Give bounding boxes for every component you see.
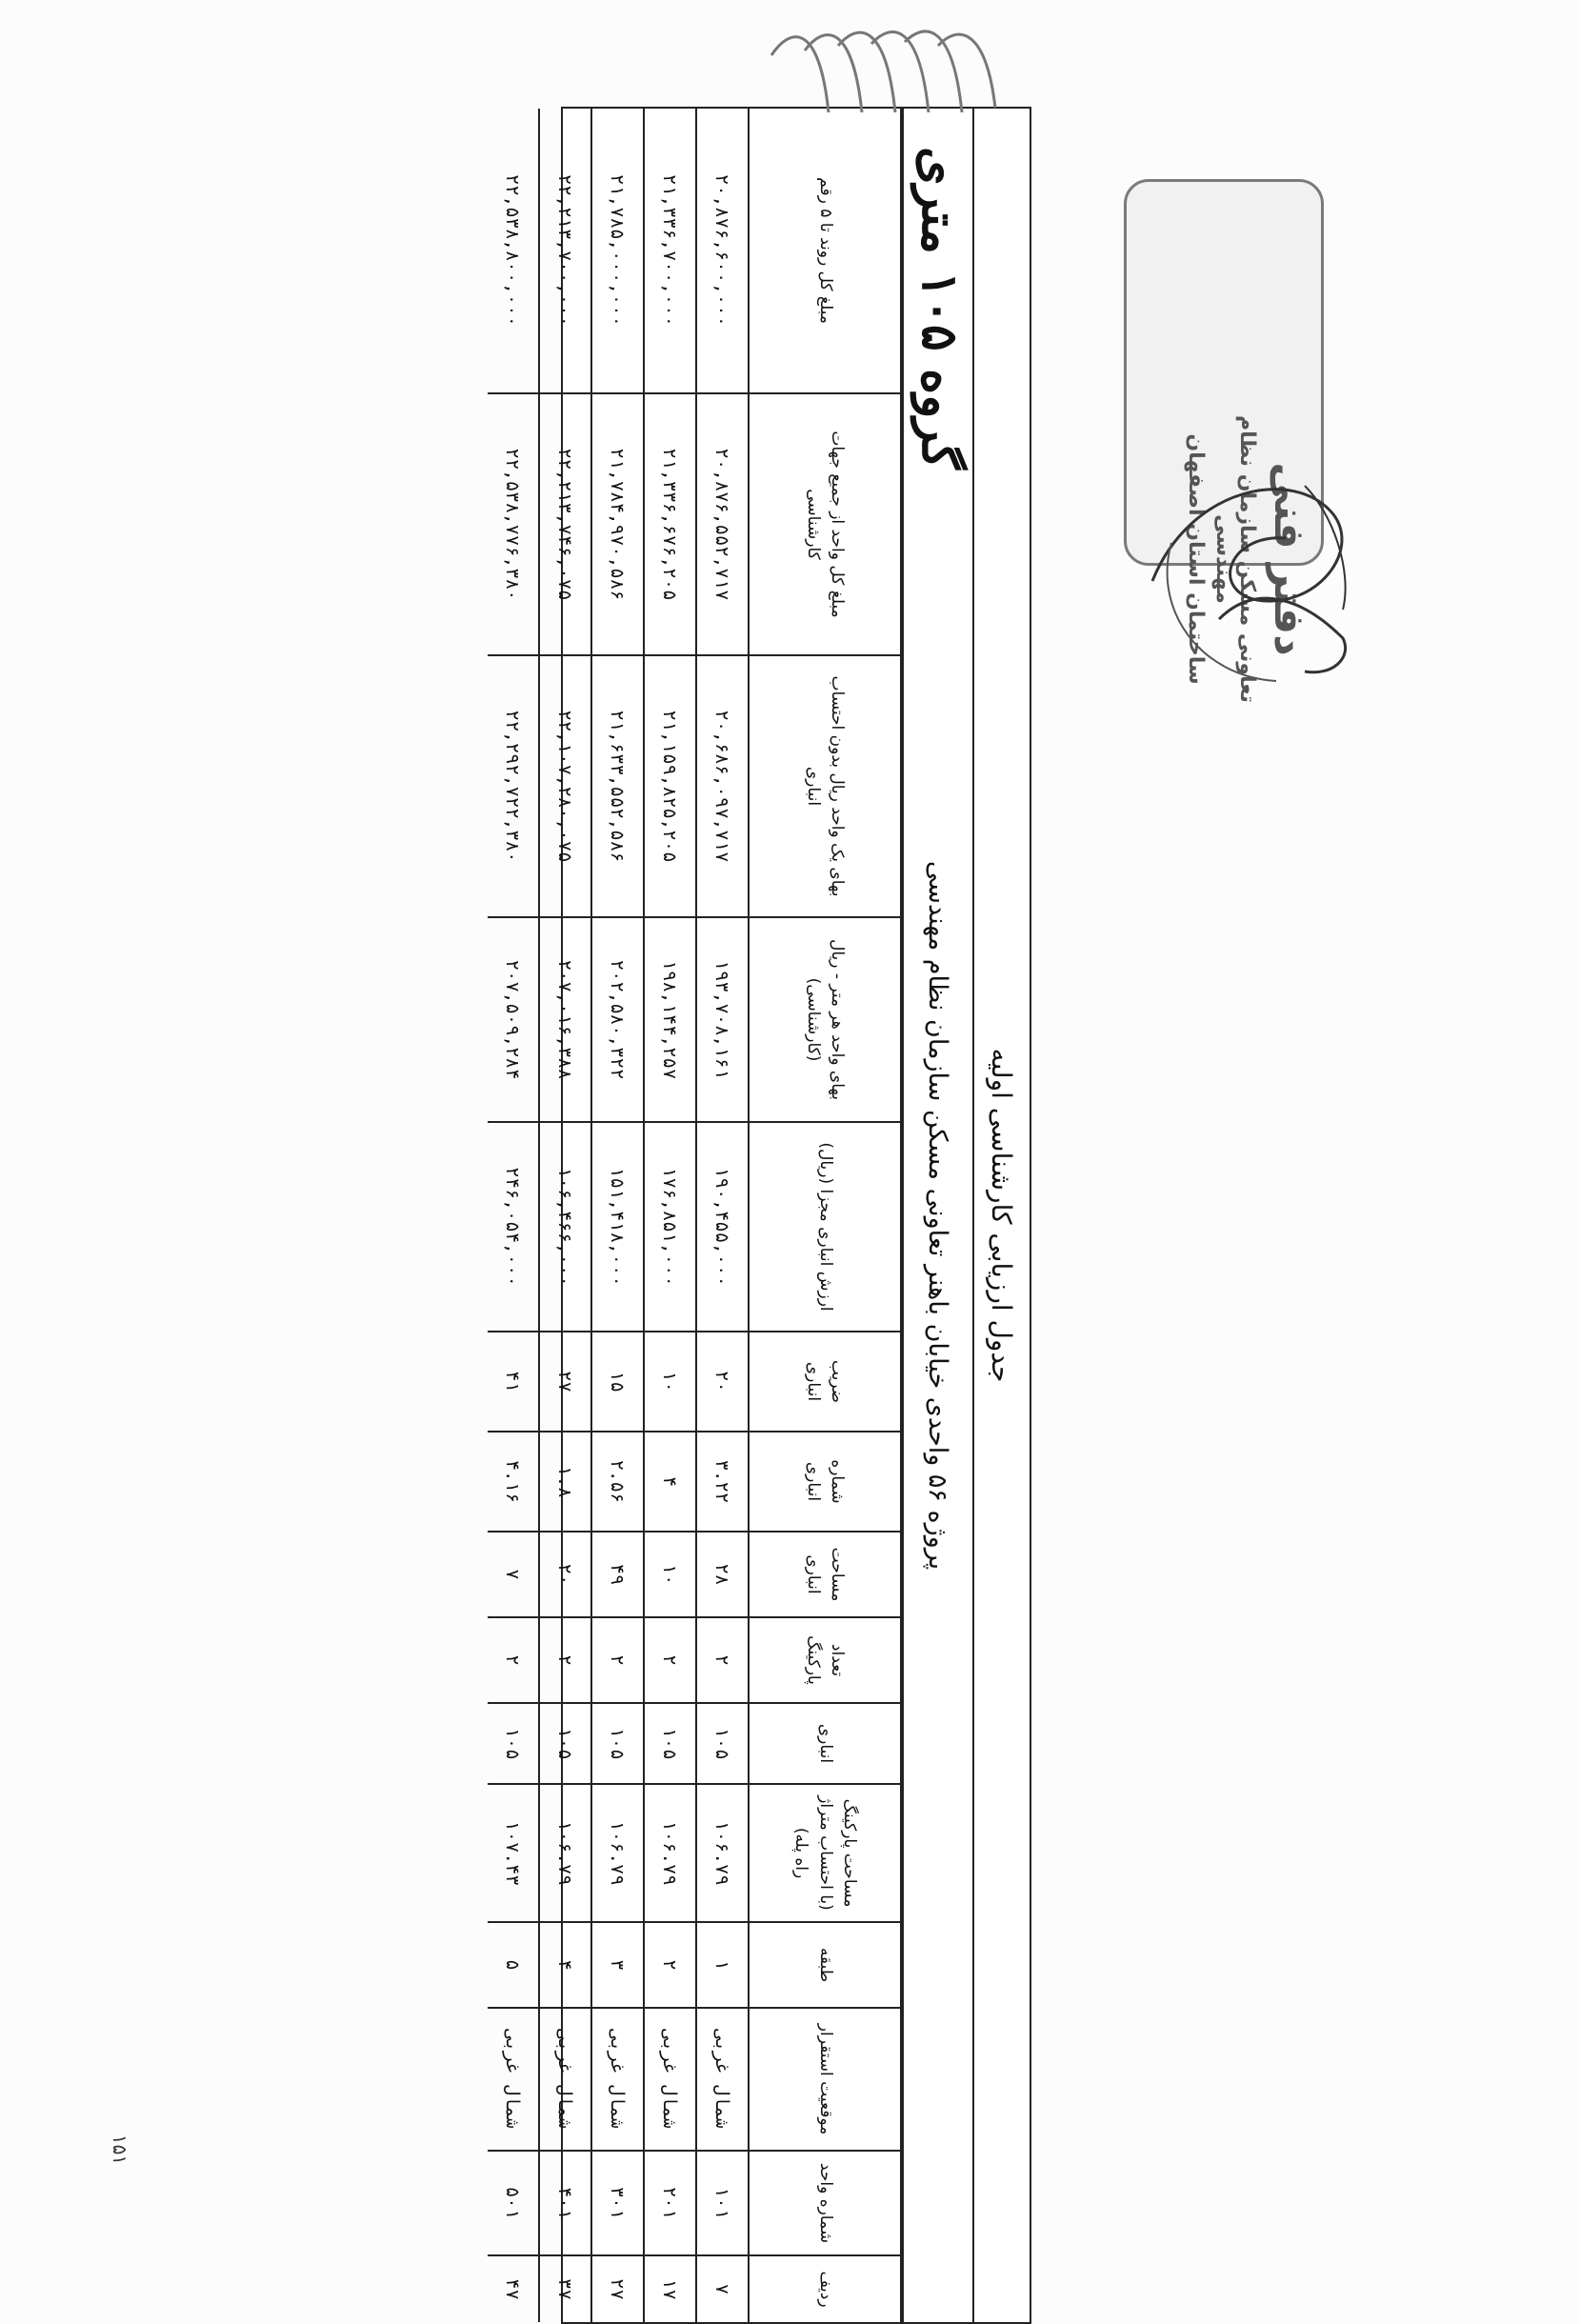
table-cell: ۱۹۳,۷۰۸,۱۶۱ bbox=[696, 917, 749, 1122]
table-cell: ۲۲,۱۰۷,۲۸۰,۰۷۵ bbox=[539, 655, 591, 917]
table-cell: ۱۰۶.۷۹ bbox=[591, 1784, 644, 1922]
stamp-office: دفتر فنی bbox=[1265, 462, 1313, 656]
table-cell: ۲۰ bbox=[539, 1532, 591, 1617]
header-cell: مساحت پارکینگ (با احتساب متراژ راه پله) bbox=[749, 1784, 901, 1922]
table-cell: ۴ bbox=[539, 1922, 591, 2008]
table-cell: ۲۴۶,۰۵۴,۰۰۰ bbox=[488, 1122, 539, 1332]
document-title bbox=[972, 109, 1030, 2322]
table-cell: ۱۰۵ bbox=[644, 1703, 696, 1784]
table-cell: ۲۲,۲۱۳,۷۰۰,۰۰۰ bbox=[539, 109, 591, 393]
table-cell: ۲.۵۶ bbox=[591, 1432, 644, 1532]
table-cell: ۲ bbox=[696, 1617, 749, 1703]
table-cell: ۱۰۵ bbox=[696, 1703, 749, 1784]
document-subtitle: پروژه ۵۶ واحدی خیابان باهنر تعاونی مسکن سازمان نظام مهندسی bbox=[923, 860, 953, 1571]
table-cell: ۱۰۶,۴۶۶,۰۰۰ bbox=[539, 1122, 591, 1332]
table-cell: ۴۱ bbox=[488, 1332, 539, 1432]
table-cell: ۲ bbox=[644, 1922, 696, 2008]
table-body bbox=[488, 109, 749, 2322]
table-cell: ۱۰۵ bbox=[539, 1703, 591, 1784]
table-cell: ۱۵۱,۴۱۸,۰۰۰ bbox=[591, 1122, 644, 1332]
table-cell: ۲۷ bbox=[591, 2255, 644, 2322]
table-cell: ۲۰ bbox=[696, 1332, 749, 1432]
table-cell: ۱۰۶.۷۹ bbox=[539, 1784, 591, 1922]
header-cell: شماره واحد bbox=[749, 2151, 901, 2255]
table-cell: ۲ bbox=[644, 1617, 696, 1703]
table-row bbox=[591, 109, 644, 2322]
table-cell: ۴.۱۶ bbox=[488, 1432, 539, 1532]
header-cell: ضریب انباری bbox=[749, 1332, 901, 1432]
table-cell: ۲۱,۳۳۶,۷۰۰,۰۰۰ bbox=[644, 109, 696, 393]
table-cell: ۱۰۶.۷۹ bbox=[644, 1784, 696, 1922]
table-cell: ۲۰,۸۷۶,۶۰۰,۰۰۰ bbox=[696, 109, 749, 393]
table-cell: ۳ bbox=[591, 1922, 644, 2008]
table-cell: شمال غربی bbox=[488, 2008, 539, 2151]
table-cell: ۱۵ bbox=[591, 1332, 644, 1432]
table-cell: شمال غربی bbox=[591, 2008, 644, 2151]
table-cell: ۲۰۲,۵۸۰,۳۲۲ bbox=[591, 917, 644, 1122]
table-cell: ۲۱,۷۸۴,۹۷۰,۵۸۶ bbox=[591, 393, 644, 655]
table-cell: ۷ bbox=[488, 1532, 539, 1617]
table-cell: ۵۰۱ bbox=[488, 2151, 539, 2255]
header-cell: ارزش انباری مجزا (ریال) bbox=[749, 1122, 901, 1332]
table-cell: ۲۸ bbox=[696, 1532, 749, 1617]
table-cell: ۳.۲۲ bbox=[696, 1432, 749, 1532]
table-cell: شمال غربی bbox=[696, 2008, 749, 2151]
table-cell: ۴ bbox=[644, 1432, 696, 1532]
table-cell: ۲۷ bbox=[539, 1332, 591, 1432]
table-cell: ۲ bbox=[591, 1617, 644, 1703]
page-number: ۱۵۱ bbox=[109, 2134, 132, 2166]
table-cell: ۱۰۶.۷۹ bbox=[696, 1784, 749, 1922]
table-cell: ۲ bbox=[488, 1617, 539, 1703]
check-marks-scribble bbox=[762, 17, 1010, 122]
header-cell: تعداد پارکینگ bbox=[749, 1617, 901, 1703]
table-cell: ۲۲,۵۳۸,۷۷۶,۳۸۰ bbox=[488, 393, 539, 655]
table-cell: ۲۲,۵۳۸,۸۰۰,۰۰۰ bbox=[488, 109, 539, 393]
table-cell: ۱۰ bbox=[644, 1332, 696, 1432]
table-cell: شمال غربی bbox=[644, 2008, 696, 2151]
table-row bbox=[488, 109, 539, 2322]
table-cell: ۲۲,۲۹۲,۷۲۲,۳۸۰ bbox=[488, 655, 539, 917]
table-cell: ۱۰۱ bbox=[696, 2151, 749, 2255]
table-cell: ۵ bbox=[488, 1922, 539, 2008]
table-cell: ۴۹ bbox=[591, 1532, 644, 1617]
table-cell: ۱۰ bbox=[644, 1532, 696, 1617]
header-cell: بهای واحد هر متر - ریال (کارشناسی) bbox=[749, 917, 901, 1122]
group-label: گروه ۱۰۵ متری bbox=[910, 147, 969, 470]
document-subtitle-row bbox=[902, 109, 972, 2322]
table-row bbox=[644, 109, 696, 2322]
table-cell: شمال غربی bbox=[539, 2008, 591, 2151]
table-cell: ۴۷ bbox=[488, 2255, 539, 2322]
table-cell: ۳۷ bbox=[539, 2255, 591, 2322]
header-cell: مبلغ کل روند تا ۵ رقم bbox=[749, 109, 901, 393]
header-cell: مساحت انباری bbox=[749, 1532, 901, 1617]
table-cell: ۲۱,۶۳۳,۵۵۲,۵۸۶ bbox=[591, 655, 644, 917]
signature-image bbox=[1114, 295, 1381, 695]
table-cell: ۱۷ bbox=[644, 2255, 696, 2322]
table-cell: ۲۱,۳۳۶,۶۷۶,۲۰۵ bbox=[644, 393, 696, 655]
table-cell: ۱۷۶,۸۵۱,۰۰۰ bbox=[644, 1122, 696, 1332]
table-cell: ۲۱,۱۵۹,۸۲۵,۲۰۵ bbox=[644, 655, 696, 917]
table-cell: ۲۱,۷۸۵,۰۰۰,۰۰۰ bbox=[591, 109, 644, 393]
header-cell: شماره انباری bbox=[749, 1432, 901, 1532]
table-cell: ۲۰۷,۰۱۶,۳۸۸ bbox=[539, 917, 591, 1122]
header-cell: بهای یک واحد ریال بدون احتساب انباری bbox=[749, 655, 901, 917]
header-cell: موقعیت استقرار bbox=[749, 2008, 901, 2151]
header-cell: طبقه bbox=[749, 1922, 901, 2008]
table-cell: ۱۰۷.۴۳ bbox=[488, 1784, 539, 1922]
table-cell: ۱.۸ bbox=[539, 1432, 591, 1532]
table-cell: ۲۰,۸۷۶,۵۵۲,۷۱۷ bbox=[696, 393, 749, 655]
table-cell: ۷ bbox=[696, 2255, 749, 2322]
table-cell: ۳۰۱ bbox=[591, 2151, 644, 2255]
table-cell: ۱۰۵ bbox=[591, 1703, 644, 1784]
table-cell: ۱۰۵ bbox=[488, 1703, 539, 1784]
header-cell: مبلغ کل واحد از جمیع جهات کارشناسی bbox=[749, 393, 901, 655]
table-row bbox=[696, 109, 749, 2322]
header-cell: انباری bbox=[749, 1703, 901, 1784]
document-title-text: جدول ارزیابی کارشناسی اولیه bbox=[986, 1048, 1018, 1383]
header-cell: ردیف bbox=[749, 2255, 901, 2322]
table-cell: ۱ bbox=[696, 1922, 749, 2008]
evaluation-sheet bbox=[502, 107, 1031, 2324]
table-row bbox=[539, 109, 591, 2322]
table-cell: ۲۰۱ bbox=[644, 2151, 696, 2255]
stamp-line1: تعاونی مسکن سازمان نظام مهندسی bbox=[1211, 414, 1259, 703]
table-cell: ۱۹۸,۱۴۴,۲۵۷ bbox=[644, 917, 696, 1122]
table-cell: ۲۰۷,۵۰۹,۲۸۴ bbox=[488, 917, 539, 1122]
table-cell: ۴۰۱ bbox=[539, 2151, 591, 2255]
table-cell: ۱۹۰,۴۵۵,۰۰۰ bbox=[696, 1122, 749, 1332]
table-cell: ۲۰,۶۸۶,۰۹۷,۷۱۷ bbox=[696, 655, 749, 917]
table-cell: ۲ bbox=[539, 1617, 591, 1703]
evaluation-table bbox=[488, 109, 902, 2322]
stamp-line2: ساختمان استان اصفهان bbox=[1184, 433, 1208, 685]
table-header-row bbox=[749, 109, 901, 2322]
table-cell: ۲۲,۲۱۳,۷۴۶,۰۷۵ bbox=[539, 393, 591, 655]
